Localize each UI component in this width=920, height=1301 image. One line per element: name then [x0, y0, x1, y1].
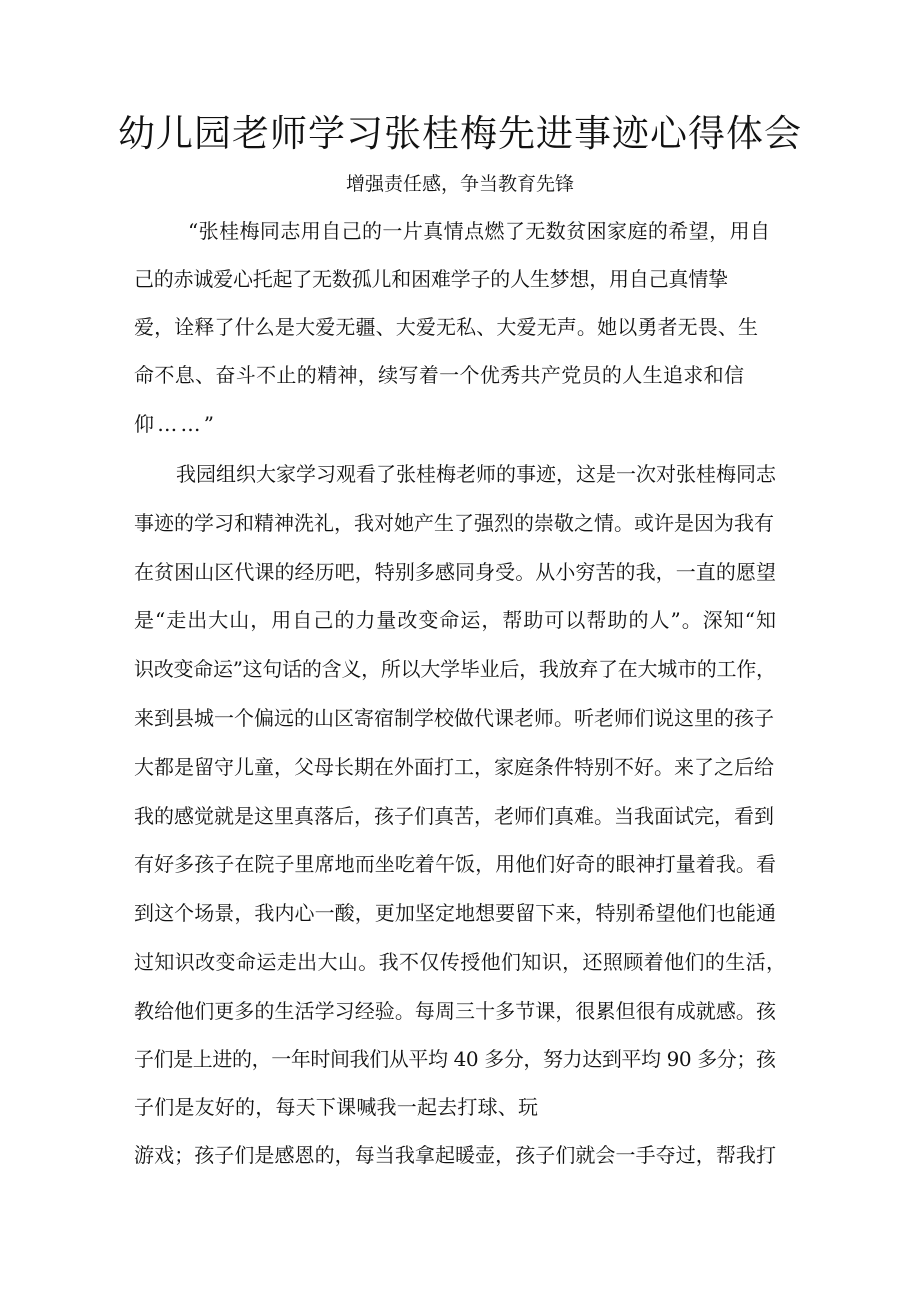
- text-line: 来到县城一个偏远的山区寄宿制学校做代课老师。听老师们说这里的孩子: [134, 706, 774, 730]
- text-line: 识改变命运”这句话的含义，所以大学毕业后，我放弃了在大城市的工作，: [134, 657, 776, 681]
- text-line: 是“走出大山，用自己的力量改变命运，帮助可以帮助的人”。深知“知: [134, 608, 777, 632]
- text-line: “张桂梅同志用自己的一片真情点燃了无数贫困家庭的希望，用自: [188, 219, 771, 243]
- text-line: 我的感觉就是这里真落后，孩子们真苦，老师们真难。当我面试完，看到: [134, 804, 774, 828]
- text-line: 游戏；孩子们是感恩的，每当我拿起暖壶，孩子们就会一手夺过，帮我打: [134, 1143, 777, 1167]
- text-line: 我园组织大家学习观看了张桂梅老师的事迹，这是一次对张桂梅同志: [176, 462, 776, 486]
- document-title: 幼儿园老师学习张桂梅先进事迹心得体会: [118, 112, 802, 155]
- text-line: 到这个场景，我内心一酸，更加坚定地想要留下来，特别希望他们也能通: [134, 901, 777, 925]
- text-line: 教给他们更多的生活学习经验。每周三十多节课，很累但很有成就感。孩: [134, 999, 777, 1023]
- text-line: 大都是留守儿童，父母长期在外面打工，家庭条件特别不好。来了之后给: [134, 755, 774, 779]
- text-line: 有好多孩子在院子里席地而坐吃着午饭，用他们好奇的眼神打量着我。看: [134, 852, 777, 876]
- text-line: 过知识改变命运走出大山。我不仅传授他们知识，还照顾着他们的生活，: [134, 950, 787, 974]
- document-subtitle: 增强责任感，争当教育先锋: [345, 173, 574, 195]
- text-line: 子们是友好的，每天下课喊我一起去打球、玩: [134, 1095, 539, 1119]
- text-line: 事迹的学习和精神洗礼，我对她产生了强烈的崇敬之情。或许是因为我有: [134, 511, 774, 535]
- text-line: 在贫困山区代课的经历吧，特别多感同身受。从小穷苦的我，一直的愿望: [134, 560, 777, 584]
- text-line: 子们是上进的，一年时间我们从平均 40 多分，努力达到平均 90 多分；孩: [134, 1047, 776, 1071]
- text-line: 爱，诠释了什么是大爱无疆、大爱无私、大爱无声。她以勇者无畏、生: [134, 315, 759, 339]
- text-line: 己的赤诚爱心托起了无数孤儿和困难学子的人生梦想，用自己真情挚: [134, 267, 728, 291]
- text-line: 命不息、奋斗不止的精神，续写着一个优秀共产党员的人生追求和信: [134, 363, 745, 387]
- text-line: 仰……”: [134, 412, 218, 436]
